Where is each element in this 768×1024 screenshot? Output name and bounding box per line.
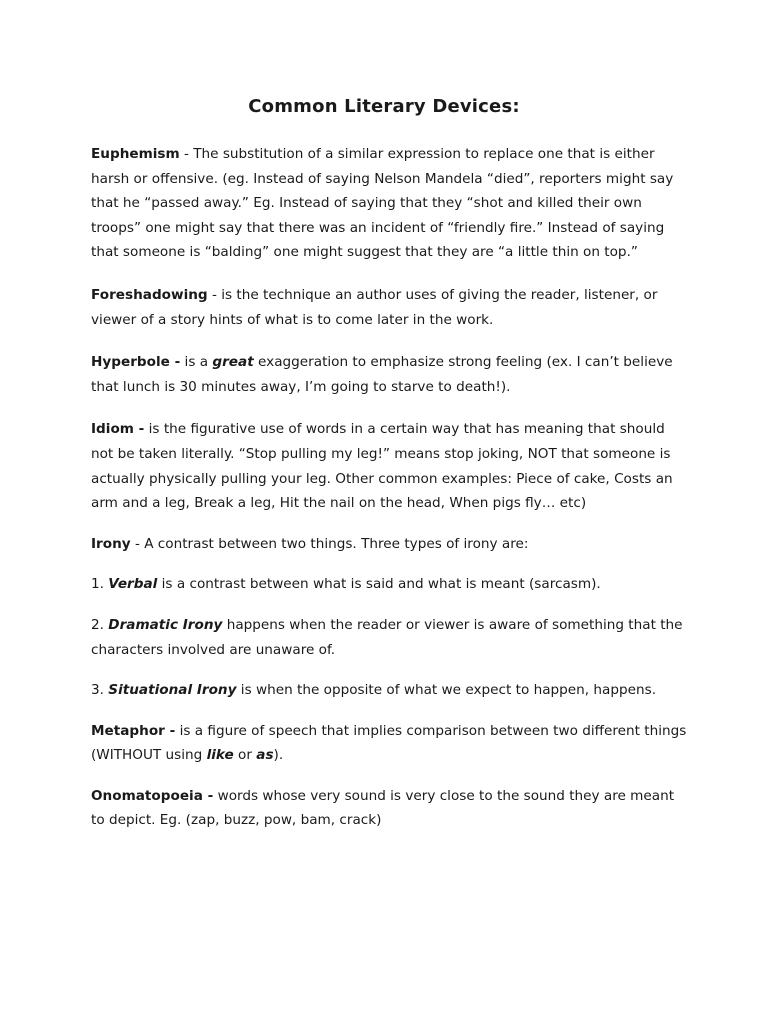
list-number: 3. xyxy=(91,682,109,699)
definition-metaphor-mid: or xyxy=(233,747,257,764)
definition-euphemism: - The substitution of a similar expression to replace one that is either harsh or offensive. (eg. Instead of saying Nelson Mandela “died”, reporters might say that he “passed away.” Eg. Instead of saying that they “shot and killed their own troops” one might say that there was an incident of “friendly fire.” Instead of saying that someone is “balding” one might suggest that they are “a little thin on top.” xyxy=(91,146,674,261)
entry-metaphor xyxy=(91,719,691,768)
term-verbal: Verbal xyxy=(108,576,158,593)
emphasis-like: like xyxy=(206,747,234,764)
definition-hyperbole-end: exaggeration to emphasize strong feeling (ex. I can’t believe that lunch is 30 minutes away, I’m going to starve to death!). xyxy=(91,354,673,395)
term-onomatopoeia: Onomatopoeia - xyxy=(91,787,214,804)
term-situational-irony: Situational Irony xyxy=(108,682,237,699)
definition-metaphor-end: ). xyxy=(273,747,284,764)
term-dramatic-irony: Dramatic Irony xyxy=(108,616,223,633)
entry-foreshadowing xyxy=(91,283,691,332)
definition-idiom: is the figurative use of words in a certain way that has meaning that should not be taken literally. “Stop pulling my leg!” means stop joking, NOT that someone is actually physically pulling your leg. Other common examples: Piece of cake, Costs an arm and a leg, Break a leg, Hit the nail on the head, When pigs fly… etc) xyxy=(91,421,673,512)
definition-onomatopoeia: words whose very sound is very close to the sound they are meant to depict. Eg. (zap, buzz, pow, bam, crack) xyxy=(91,787,675,829)
term-irony: Irony xyxy=(91,535,131,552)
entry-idiom xyxy=(91,417,691,515)
entry-hyperbole xyxy=(91,350,691,399)
definition-irony: - A contrast between two things. Three types of irony are: xyxy=(130,535,529,552)
term-hyperbole: Hyperbole - xyxy=(91,354,181,371)
definition-situational-irony: is when the opposite of what we expect to happen, happens. xyxy=(236,682,657,699)
document-body xyxy=(91,142,691,833)
irony-type-situational xyxy=(91,678,691,703)
list-number: 2. xyxy=(91,616,109,633)
emphasis-great: great xyxy=(212,354,254,371)
definition-dramatic-irony: happens when the reader or viewer is aware of something that the characters involved are unaware of. xyxy=(91,616,683,658)
term-foreshadowing: Foreshadowing xyxy=(91,286,208,303)
definition-metaphor-start: is a figure of speech that implies comparison between two different things (WITHOUT using xyxy=(91,722,687,764)
irony-type-dramatic xyxy=(91,613,691,662)
definition-hyperbole-start: is a xyxy=(180,354,213,371)
definition-verbal: is a contrast between what is said and what is meant (sarcasm). xyxy=(157,576,601,593)
entry-irony xyxy=(91,532,691,557)
entry-euphemism xyxy=(91,142,691,265)
emphasis-as: as xyxy=(256,747,274,764)
term-idiom: Idiom - xyxy=(91,421,145,438)
term-euphemism: Euphemism xyxy=(91,146,180,162)
page-title: Common Literary Devices: xyxy=(248,96,520,117)
term-metaphor: Metaphor - xyxy=(91,722,176,739)
entry-onomatopoeia xyxy=(91,784,691,833)
definition-foreshadowing: - is the technique an author uses of giving the reader, listener, or viewer of a story hints of what is to come later in the work. xyxy=(91,286,658,328)
irony-type-verbal xyxy=(91,572,691,597)
list-number: 1. xyxy=(91,576,109,593)
